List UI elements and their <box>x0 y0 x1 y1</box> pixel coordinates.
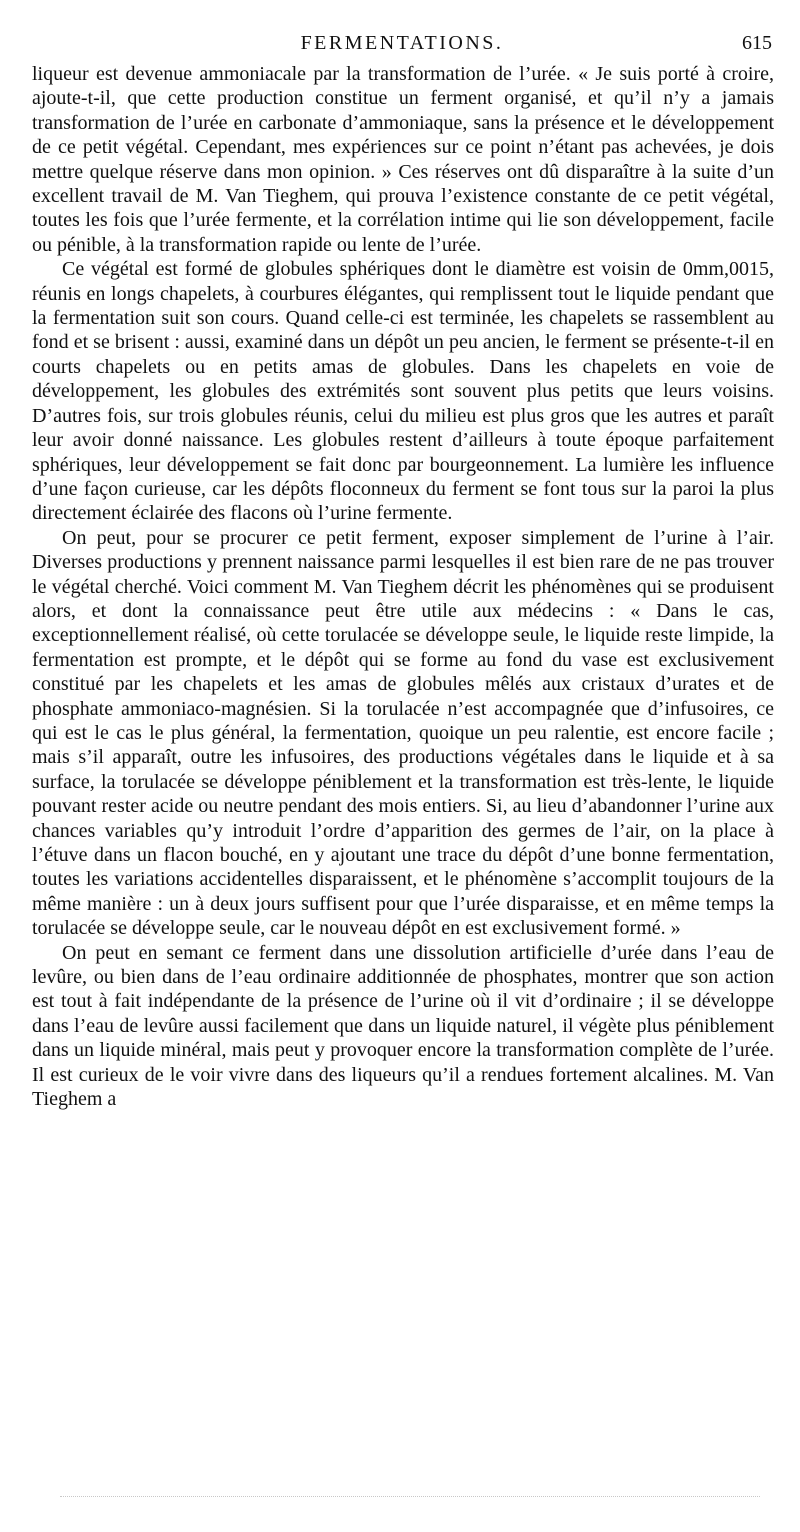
page-number: 615 <box>742 32 772 54</box>
paragraph-1: liqueur est devenue ammoniacale par la transformation de l’urée. « Je suis porté à croire, ajoute-t-il, que cette production constitue un ferment organisé, et qu’il n’y a jamais transformation de l’urée en carbonate d’ammoniaque, sans la présence et le développement de ce petit végétal. Cependant, mes expériences sur ce point n’étant pas achevées, je dois mettre quelque réserve dans mon opinion. » Ces réserves ont dû disparaître à la suite d’un excellent travail de M. Van Tieghem, qui prouva l’existence constante de ce petit végétal, toutes les fois que l’urée fermente, et la corrélation intime qui lie son développement, facile ou pénible, à la transformation rapide ou lente de l’urée. <box>32 63 774 256</box>
scan-edge-noise <box>60 1496 760 1501</box>
paragraph-3: On peut, pour se procurer ce petit ferment, exposer simplement de l’urine à l’air. Diverses productions y prennent naissance parmi lesquelles il est bien rare de ne pas trouver le végétal cherché. Voici comment M. Van Tieghem décrit les phénomènes qui se produisent alors, et dont la connaissance peut être utile aux médecins : « Dans le cas, exceptionnellement réalisé, où cette torulacée se développe seule, le liquide reste limpide, la fermentation est prompte, et le dépôt qui se forme au fond du vase est exclusivement constitué par les chapelets et les amas de globules mêlés aux cristaux d’urates et de phosphate ammoniaco-magnésien. Si la torulacée n’est accompagnée que d’infusoires, ce qui est le cas le plus général, la fermentation, quoique un peu ralentie, est encore facile ; mais s’il apparaît, outre les infusoires, des productions végétales dans le liquide et à sa surface, la torulacée se développe péniblement et la transformation est très-lente, le liquide pouvant rester acide ou neutre pendant des mois entiers. Si, au lieu d’abandonner l’urine aux chances variables qu’y introduit l’ordre d’apparition des germes de l’air, on la place à l’étuve dans un flacon bouché, en y ajoutant une trace du dépôt d’une bonne fermentation, toutes les variations accidentelles disparaissent, et le phénomène s’accomplit toujours de la même manière : un à deux jours suffisent pour que l’urée disparaisse, et en même temps la torulacée se développe seule, car le nouveau dépôt en est exclusivement formé. » <box>32 526 774 940</box>
running-title: FERMENTATIONS. <box>300 32 504 54</box>
running-head <box>32 30 772 56</box>
paragraph-2: Ce végétal est formé de globules sphériques dont le diamètre est voisin de 0mm,0015, réunis en longs chapelets, à courbures élégantes, qui remplissent tout le liquide pendant que la fermentation suit son cours. Quand celle-ci est terminée, les chapelets se rassemblent au fond et se brisent : aussi, examiné dans un dépôt un peu ancien, le ferment se présente-t-il en courts chapelets ou en petits amas de globules. Dans les chapelets en voie de développement, les globules des extrémités sont souvent plus petits que leurs voisins. D’autres fois, sur trois globules réunis, celui du milieu est plus gros que les autres et paraît leur avoir donné naissance. Les globules restent d’ailleurs à toute époque parfaitement sphériques, leur développement se fait donc par bourgeonnement. La lumière les influence d’une façon curieuse, car les dépôts floconneux du ferment se font tous sur la paroi la plus directement éclairée des flacons où l’urine fermente. <box>32 258 774 525</box>
paragraph-4: On peut en semant ce ferment dans une dissolution artificielle d’urée dans l’eau de levûre, ou bien dans de l’eau ordinaire additionnée de phosphates, montrer que son action est tout à fait indépendante de la présence de l’urine où il vit d’ordinaire ; il se développe dans l’eau de levûre aussi facilement que dans un liquide naturel, il végète plus péniblement dans un liquide minéral, mais peut y provoquer encore la transformation complète de l’urée. Il est curieux de le voir vivre dans des liqueurs qu’il a rendues fortement alcalines. M. Van Tieghem a <box>32 941 774 1111</box>
body-text <box>32 62 774 1111</box>
